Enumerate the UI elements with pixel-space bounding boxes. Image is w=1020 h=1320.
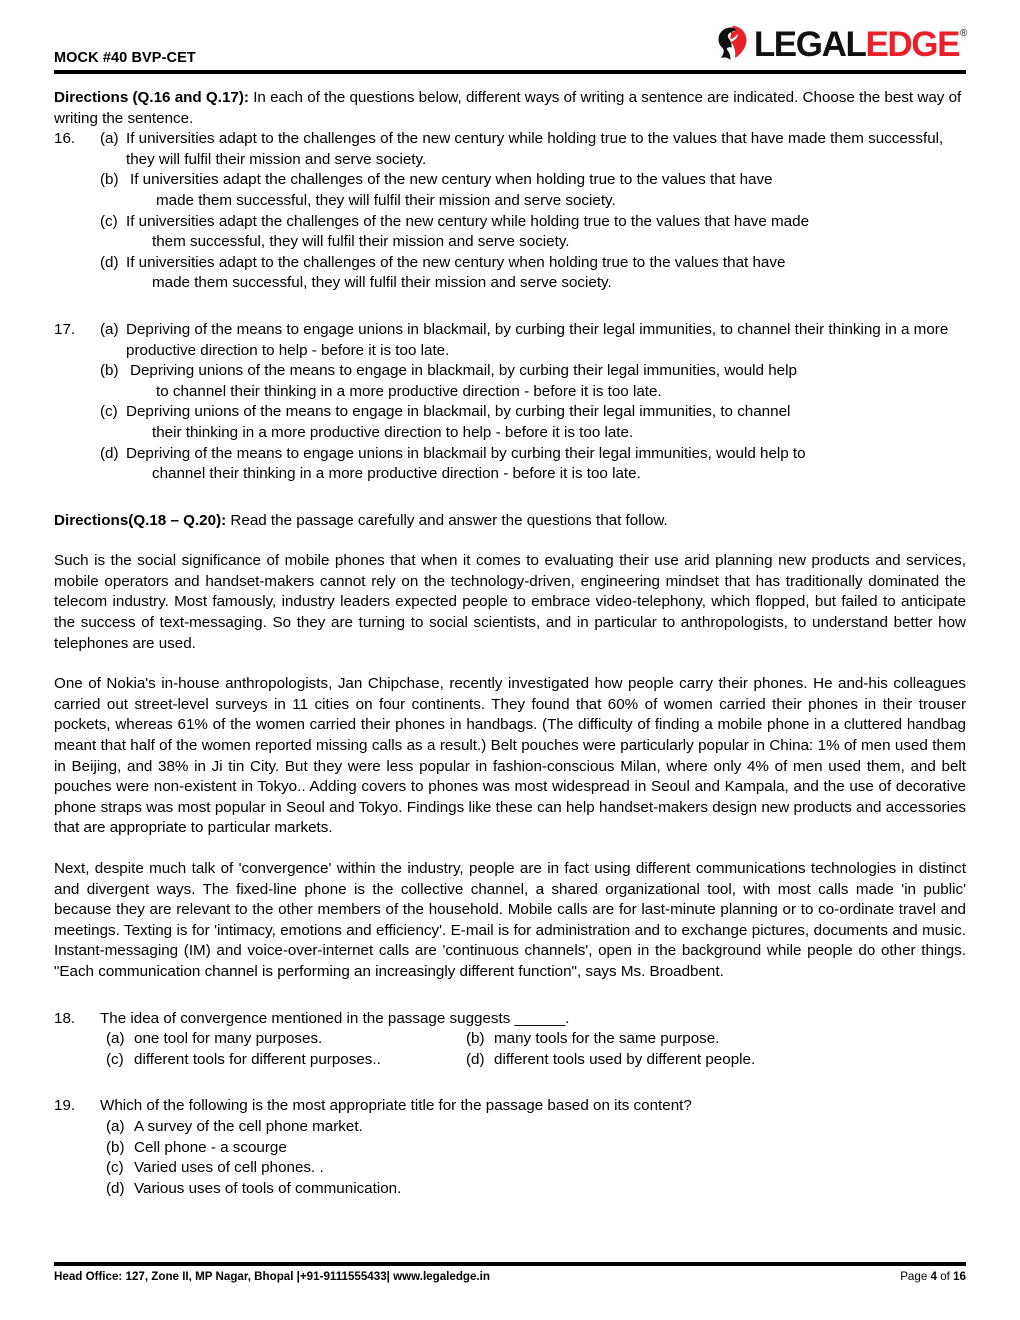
page-total: 16 [953, 1270, 966, 1283]
directions-16-17 [54, 88, 966, 129]
option-label-d: (d) [466, 1050, 485, 1068]
option-label-a: (a) [100, 320, 119, 338]
option-a-text: A survey of the cell phone market. [134, 1117, 363, 1135]
logo-legal-text: LEGAL [753, 24, 866, 64]
option-a-text [126, 129, 966, 170]
question-17-option-c[interactable] [54, 402, 966, 443]
question-18-stem-row [54, 1009, 966, 1030]
directions-18-20 [54, 511, 966, 532]
question-19 [54, 1096, 966, 1199]
option-label-d: (d) [106, 1179, 125, 1197]
question-16-option-b[interactable] [54, 170, 966, 211]
question-18-option-b[interactable] [466, 1029, 966, 1050]
option-label-a: (a) [100, 130, 119, 148]
header-divider [54, 70, 966, 74]
option-d-text: Various uses of tools of communication. [134, 1179, 402, 1197]
option-b-text: Cell phone - a scourge [134, 1138, 287, 1156]
option-a-text: one tool for many purposes. [134, 1030, 323, 1048]
question-19-option-a[interactable] [54, 1117, 966, 1138]
option-b-line2: made them successful, they will fulfil their mission and serve society. [156, 191, 616, 209]
question-17-option-a[interactable] [54, 320, 966, 361]
question-16 [54, 129, 966, 294]
question-17-option-b[interactable] [54, 361, 966, 402]
option-a-line2: their thinking in a more productive direction to help - before it is too late. [126, 320, 949, 359]
question-19-option-b[interactable] [54, 1138, 966, 1159]
passage-paragraph-2: One of Nokia's in-house anthropologists, Jan Chipchase, recently investigated how people carry their phones. He and-his colleagues carried out street-level surveys in 11 cities on four continents. They found that 60% of women carried their phones in their trouser pockets, whereas 61% of the women carried their phones in handbags. (The difficulty of finding a mobile phone in a cluttered handbag meant that half of the women reported missing calls as a result.) Belt pouches were particularly popular in China: 1% of men used them in Beijing, and 38% in Ji tin City. But they were less popular in fashion-conscious Milan, where only 4% of men used them, and belt pouches were non-existent in Tokyo.. Adding covers to phones was most widespread in Seoul and Kampala, and the use of decorative phone straps was most popular in Seoul and Tokyo. Findings like these can help handset-makers design new products and accessories that are appropriate to particular markets. [54, 675, 966, 837]
option-c-line2: them successful, they will fulfil their mission and serve society. [152, 233, 570, 251]
option-label-b: (b) [106, 1138, 125, 1156]
option-d-text: different tools used by different people. [494, 1050, 756, 1068]
question-19-option-c[interactable] [54, 1158, 966, 1179]
option-a-line1: Depriving of the means to engage unions in blackmail, by curbing their legal immunities, to channel [126, 320, 791, 338]
question-18-option-d[interactable] [466, 1050, 966, 1071]
question-18-options-row-2 [54, 1050, 966, 1071]
option-d-line1: Depriving of the means to engage unions in blackmail by curbing their legal immunities, would help to [126, 444, 806, 462]
option-d-text [126, 253, 966, 294]
option-label-d: (d) [100, 253, 119, 271]
spacer [54, 531, 966, 551]
page-middle: of [936, 1270, 954, 1283]
registered-mark-icon: ® [960, 27, 966, 39]
option-d-text [126, 444, 966, 485]
option-label-b: (b) [100, 171, 119, 189]
option-c-text [126, 212, 966, 253]
option-c-text [126, 402, 966, 443]
question-17 [54, 320, 966, 485]
option-c-text: Varied uses of cell phones. . [134, 1159, 324, 1177]
option-d-line1: If universities adapt to the challenges of the new century when holding true to the values that have [126, 253, 786, 271]
passage-paragraph-3: Next, despite much talk of 'convergence' within the industry, people are in fact using different communications technologies in distinct and divergent ways. The fixed-line phone is the collective channel, a shared organizational tool, with most calls made 'in public' because they are relevant to the other members of the household. Mobile calls are for last-minute planning or to co-ordinate travel and meetings. Texting is for 'intimacy, emotions and efficiency'. E-mail is for administration and to exchange pictures, documents and music. Instant-messaging (IM) and voice-over-internet calls are 'continuous channels', open in the background while people do other things. "Each communication channel is performing an increasingly different function", says Ms. Broadbent. [54, 860, 966, 980]
option-label-a: (a) [106, 1030, 125, 1048]
question-19-stem: Which of the following is the most appropriate title for the passage based on its content? [100, 1097, 692, 1115]
question-19-number: 19. [54, 1097, 76, 1115]
question-16-option-d[interactable] [54, 253, 966, 294]
logo-wordmark [753, 24, 966, 64]
option-label-c: (c) [106, 1159, 124, 1177]
question-18-options-row-1 [54, 1029, 966, 1050]
question-18-stem: The idea of convergence mentioned in the passage suggests ______. [100, 1009, 570, 1027]
option-a-line2: that have made them successful, they will fulfil their mission and serve society. [126, 130, 944, 168]
directions-18-20-label: Directions(Q.18 – Q.20): [54, 511, 227, 529]
directions-16-17-text: In each of the questions below, different ways of writing a sentence are indicated. Choose the best way of writing the sentence. [54, 89, 962, 127]
option-a-line1: If universities adapt to the challenges of the new century while holding true to the values [126, 130, 717, 148]
question-18 [54, 1009, 966, 1071]
option-label-c: (c) [106, 1050, 124, 1068]
page-current: 4 [930, 1270, 937, 1283]
spacer [54, 294, 966, 320]
question-18-option-c[interactable] [106, 1050, 466, 1071]
footer-divider [54, 1262, 966, 1266]
spacer [54, 654, 966, 674]
question-18-number: 18. [54, 1009, 76, 1027]
legaledge-logo [711, 22, 966, 66]
option-label-c: (c) [100, 212, 118, 230]
page-prefix: Page [900, 1270, 931, 1283]
head-office-info: Head Office: 127, Zone II, MP Nagar, Bhopal |+91-9111555433| www.legaledge.in [54, 1270, 490, 1283]
question-16-option-c[interactable] [54, 212, 966, 253]
question-16-number: 16. [54, 130, 76, 148]
legaledge-head-icon [711, 23, 753, 65]
option-label-b: (b) [466, 1030, 485, 1048]
question-18-option-a[interactable] [106, 1029, 466, 1050]
spacer [54, 839, 966, 859]
directions-16-17-label: Directions (Q.16 and Q.17): [54, 89, 249, 106]
question-17-number: 17. [54, 320, 76, 338]
spacer [54, 485, 966, 511]
passage-paragraph-1: Such is the social significance of mobile phones that when it comes to evaluating their use arid planning new products and services, mobile operators and handset-makers cannot rely on the technology-driven, engineering mindset that has traditionally dominated the telecom industry. Most famously, industry leaders expected people to embrace video-telephony, which flopped, but failed to anticipate the success of text-messaging. So they are turning to social scientists, and in particular to anthropologists, to understand better how telephones are used. [54, 552, 966, 652]
spacer [54, 983, 966, 1009]
option-b-text: many tools for the same purpose. [494, 1030, 720, 1048]
spacer [54, 1070, 966, 1096]
mock-test-title: MOCK #40 BVP-CET [54, 50, 196, 66]
option-b-text [130, 170, 966, 211]
option-label-d: (d) [100, 444, 119, 462]
page-number-label [900, 1270, 966, 1283]
option-c-line2: their thinking in a more productive direction to help - before it is too late. [152, 423, 634, 441]
option-c-line1: Depriving unions of the means to engage in blackmail, by curbing their legal immunities, to channel [126, 403, 791, 421]
question-17-option-d[interactable] [54, 444, 966, 485]
page-header [54, 26, 966, 74]
question-16-option-a[interactable] [54, 129, 966, 170]
option-b-line1: Depriving unions of the means to engage in blackmail, by curbing their legal immunities, would help [130, 362, 797, 380]
page-footer [54, 1270, 966, 1283]
question-19-stem-row [54, 1096, 966, 1117]
option-a-text [126, 320, 966, 361]
question-19-option-d[interactable] [54, 1179, 966, 1200]
directions-18-20-text: Read the passage carefully and answer the questions that follow. [226, 511, 668, 529]
logo-edge-text: EDGE [865, 24, 960, 64]
option-b-line1: If universities adapt the challenges of the new century when holding true to the values that have [130, 171, 773, 189]
option-label-c: (c) [100, 403, 118, 421]
option-c-text: different tools for different purposes.. [134, 1050, 381, 1068]
option-label-b: (b) [100, 362, 119, 380]
page-content [54, 88, 966, 1199]
option-d-line2: channel their thinking in a more productive direction - before it is too late. [152, 465, 641, 483]
option-d-line2: made them successful, they will fulfil their mission and serve society. [152, 274, 612, 292]
option-c-line1: If universities adapt the challenges of the new century while holding true to the values that have made [126, 212, 810, 230]
option-label-a: (a) [106, 1117, 125, 1135]
option-b-text [130, 361, 966, 402]
option-b-line2: to channel their thinking in a more productive direction - before it is too late. [156, 382, 662, 400]
